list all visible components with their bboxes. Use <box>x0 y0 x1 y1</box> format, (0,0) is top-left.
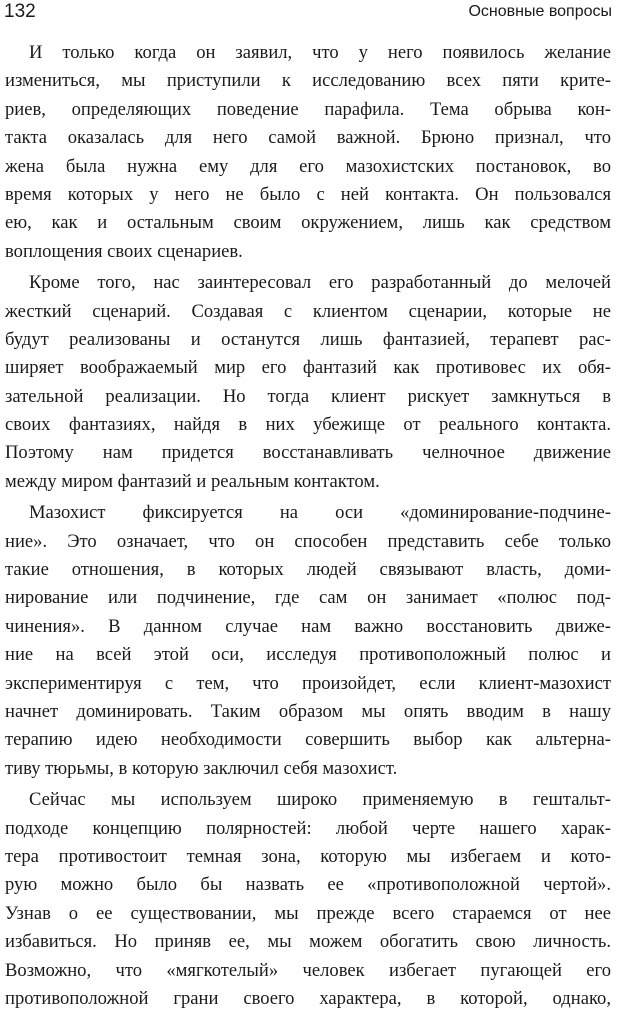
text-line: терапию идею необходимости совершить выбор как альтерна- <box>5 729 611 751</box>
text-line: риев, определяющих поведение парафила. Тема обрыва кон- <box>5 98 611 120</box>
text-line: Возможно, что «мягкотелый» человек избегает пугающей его <box>5 959 611 981</box>
text-line: подходе концепцию полярностей: любой черте нашего харак- <box>5 817 611 839</box>
body-text <box>5 39 611 1013</box>
text-line: своих фантазиях, найдя в них убежище от реального контакта. <box>5 414 611 436</box>
text-line: ние на всей этой оси, исследуя противоположный полюс и <box>5 644 611 666</box>
text-line: измениться, мы приступили к исследованию всех пяти крите- <box>5 70 611 92</box>
text-line: зательной реализации. Но тогда клиент рискует замкнуться в <box>5 385 611 407</box>
text-line: тера противостоит темная зона, которую мы избегаем и кото- <box>5 845 611 867</box>
text-line: жена была нужна ему для его мазохистских постановок, во <box>5 155 611 177</box>
text-line: Мазохист фиксируется на оси «доминирование-подчине- <box>29 502 611 524</box>
text-line: между миром фантазий и реальным контактом. <box>5 470 380 492</box>
text-line: воплощения своих сценариев. <box>5 240 243 262</box>
text-line: И только когда он заявил, что у него появилось желание <box>29 42 611 63</box>
text-line: чинения». В данном случае нам важно восстановить движе- <box>5 615 611 637</box>
text-line: Кроме того, нас заинтересовал его разработанный до мелочей <box>29 272 611 294</box>
text-line: Сейчас мы используем широко применяемую в гештальт- <box>29 789 611 811</box>
text-line: тиву тюрьмы, в которую заключил себя мазохист. <box>5 757 398 779</box>
page-number: 132 <box>4 1 36 22</box>
text-line: время которых у него не было с ней контакта. Он пользовался <box>5 183 611 205</box>
text-line: противоположной грани своего характера, в которой, однако, <box>5 987 611 1009</box>
text-line: Узнав о ее существовании, мы прежде всего стараемся от нее <box>5 902 611 924</box>
paragraph <box>5 786 611 1013</box>
text-line: нирование или подчинение, где сам он занимает «полюс под- <box>5 587 611 609</box>
running-head: Основные вопросы <box>468 3 612 20</box>
text-line: будут реализованы и останутся лишь фантазией, терапевт рас- <box>5 328 611 350</box>
paragraph <box>5 39 611 266</box>
text-line: избавиться. Но приняв ее, мы можем обогатить свою личность. <box>5 931 611 953</box>
text-line: экспериментируя с тем, что произойдет, если клиент-мазохист <box>5 672 611 694</box>
paragraph <box>5 499 611 783</box>
text-line: ширяет воображаемый мир его фантазий как противовес их обя- <box>5 357 611 379</box>
text-line: жесткий сценарий. Создавая с клиентом сценарии, которые не <box>5 300 611 322</box>
text-line: начнет доминировать. Таким образом мы опять вводим в нашу <box>5 700 611 722</box>
text-line: ние». Это означает, что он способен представить себе только <box>5 530 611 552</box>
text-line: рую можно было бы назвать ее «противоположной чертой». <box>5 874 611 896</box>
text-line: Поэтому нам придется восстанавливать челночное движение <box>5 442 611 464</box>
text-line: такта оказалась для него самой важной. Брюно признал, что <box>5 127 611 149</box>
text-line: такие отношения, в которых людей связывают власть, доми- <box>5 559 611 581</box>
paragraph <box>5 269 611 496</box>
page-header <box>4 0 612 26</box>
text-line: ею, как и остальным своим окружением, лишь как средством <box>5 212 611 234</box>
